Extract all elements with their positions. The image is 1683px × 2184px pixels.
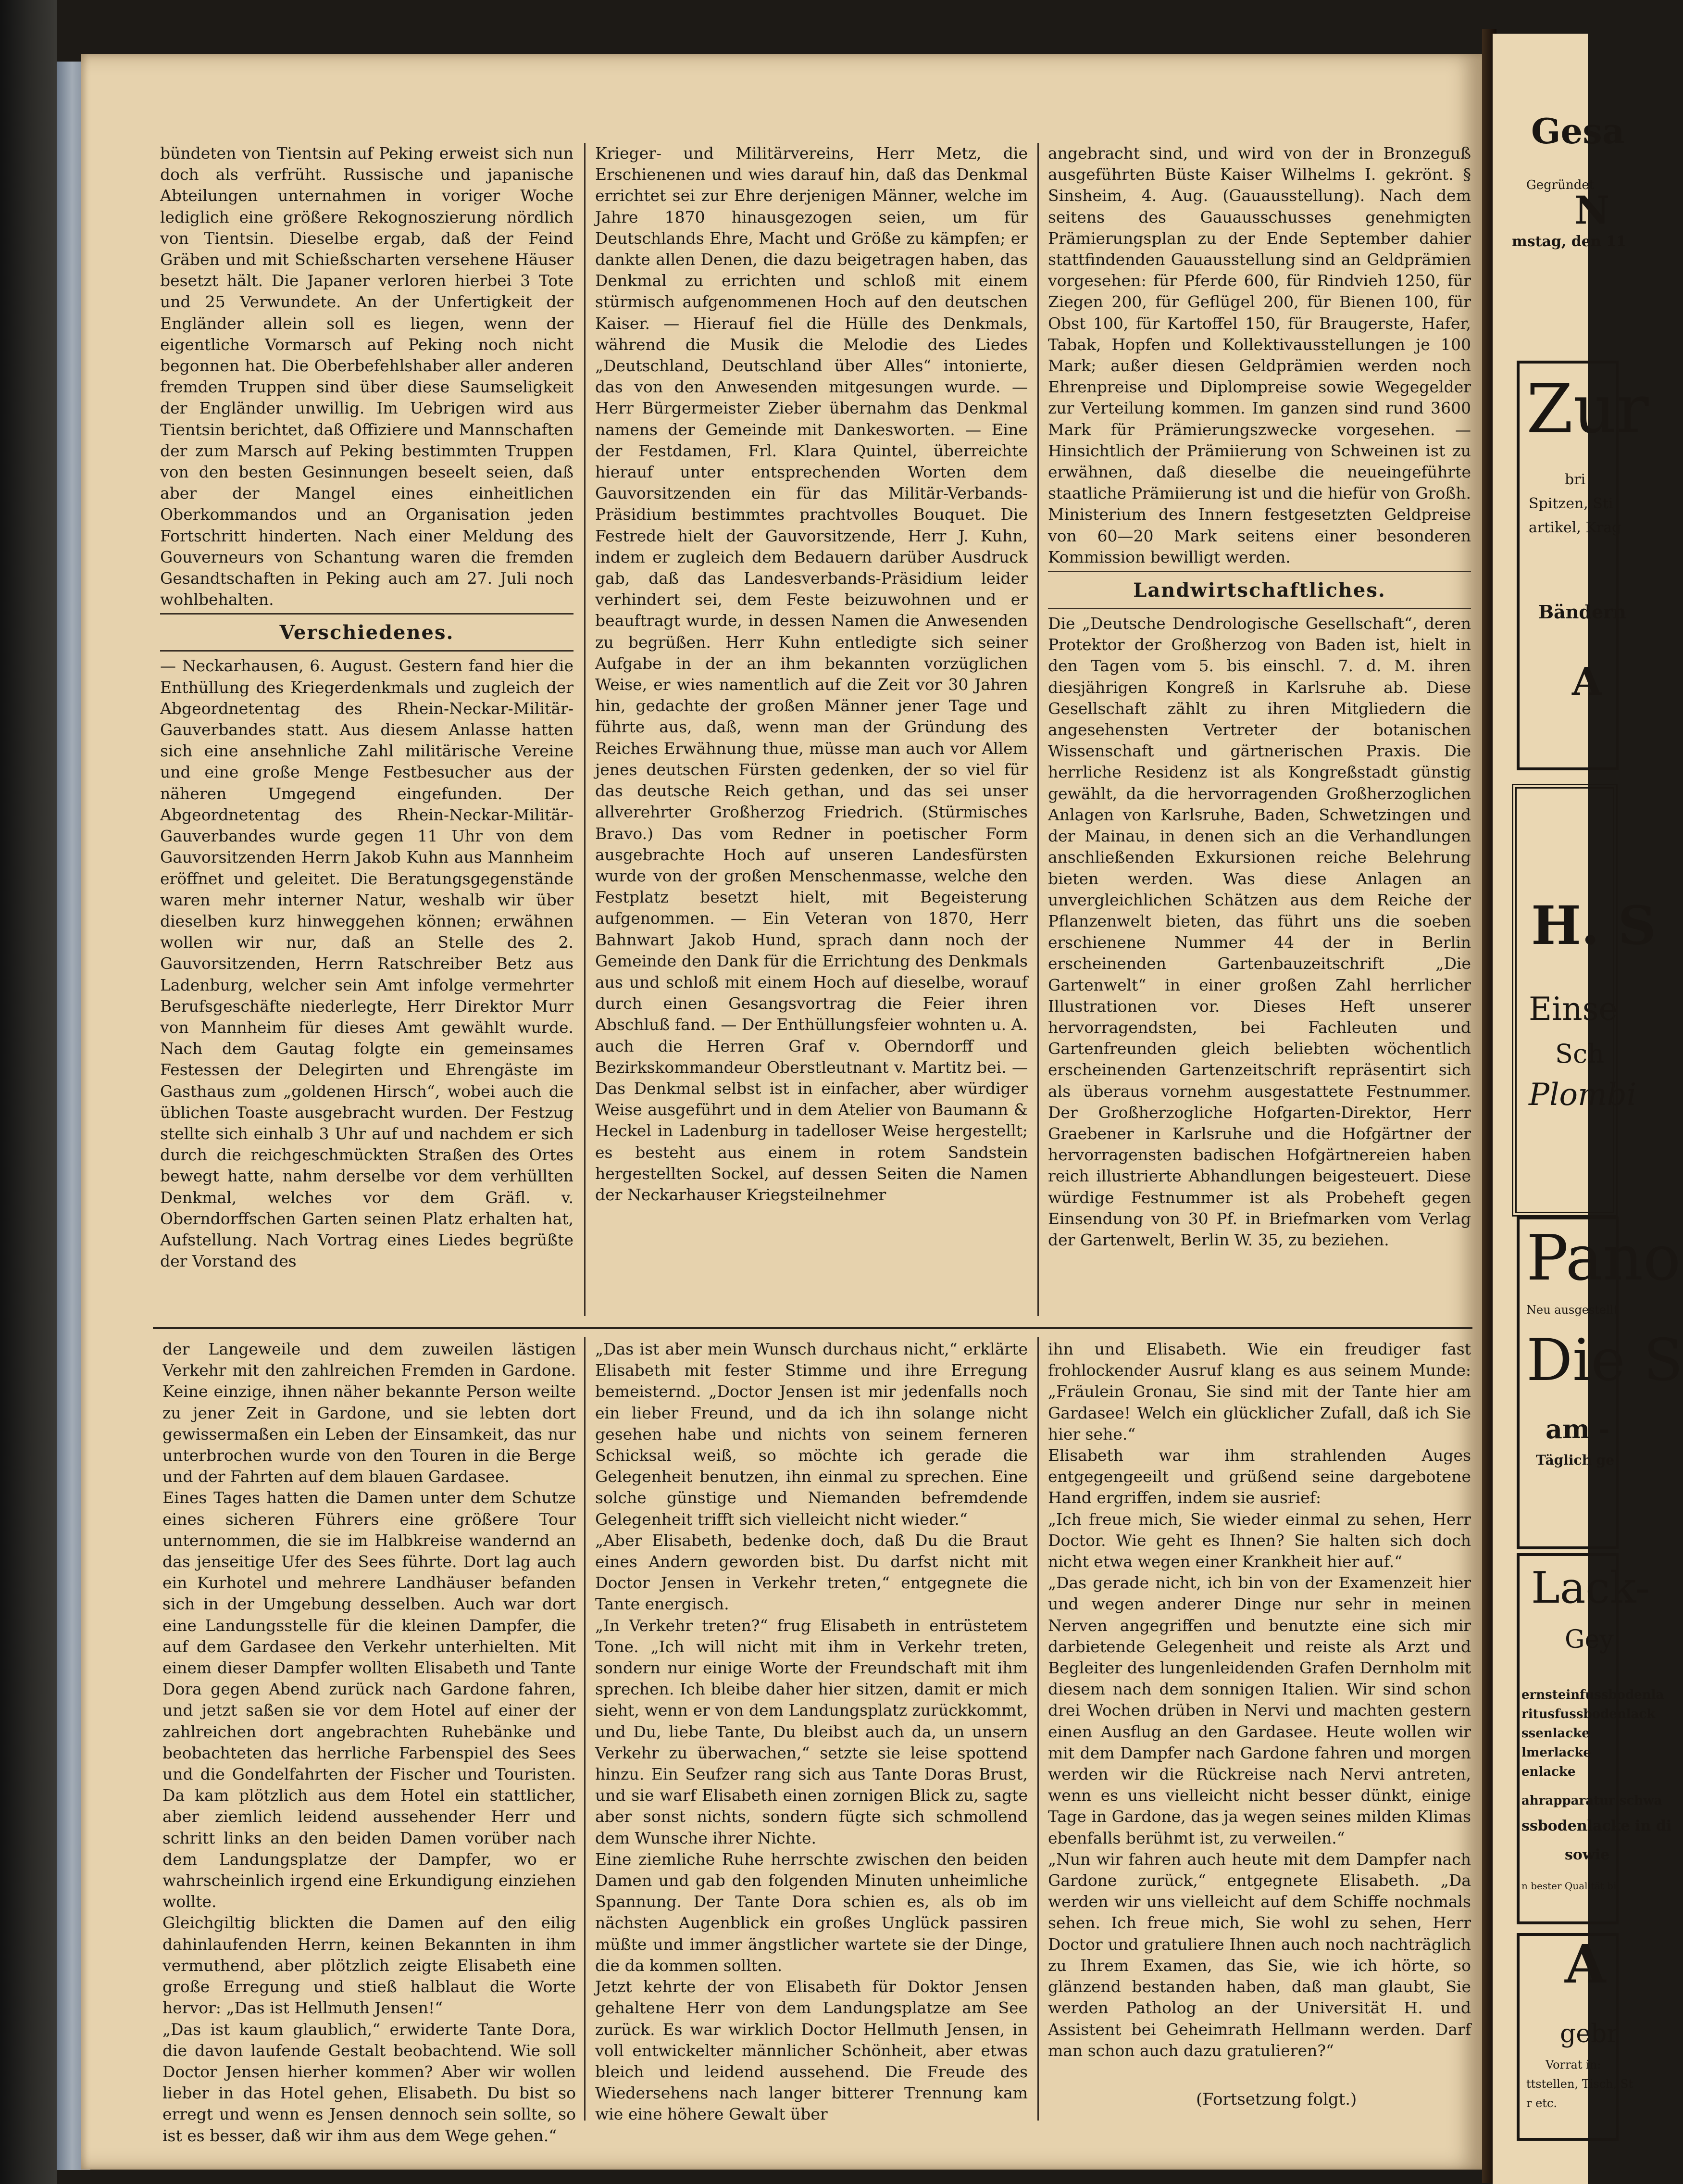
ad4-title: Pano: [1526, 1221, 1681, 1294]
ad2-line: A: [1572, 659, 1602, 704]
ad1-title: Gesa: [1531, 111, 1625, 151]
ad6-line: ttstellen, Tisch, St: [1526, 2077, 1633, 2091]
ad1-line: N: [1574, 188, 1610, 233]
ad2-line: bri: [1565, 471, 1586, 488]
column-rule: [584, 1337, 586, 2121]
ad4-line: am -: [1546, 1414, 1610, 1444]
ad6-line: r etc.: [1526, 2096, 1558, 2110]
feuilleton-divider: [153, 1327, 1472, 1329]
article-tientsin-continued: bündeten von Tientsin auf Peking erweist sich nun doch als verfrüht. Russische und japanische Abteilungen unternahmen in voriger Woche lediglich eine größere Rekognoszierung nördlich von Tientsin. Dieselbe ergab, daß der Feind Gräben und mit Schießscharten versehene Häuser besetzt hält. Die Japaner verloren hierbei 3 Tote und 25 Verwundete. An der Unfertigkeit der Engländer allein soll es liegen, wenn der eigentliche Vormarsch auf Peking noch nicht begonnen hat. Die Oberbefehlshaber aller anderen fremden Truppen sind über diese Saumseligkeit der Engländer unwillig. Im Uebrigen wird aus Tientsin berichtet, daß Offiziere und Mannschaften der zum Marsch auf Peking bestimmten Truppen von den besten Gesinnungen beseelt seien, daß aber der Mangel eines einheitlichen Oberkommandos und an Organisation jeden Fortschritt hinderten. Nach einer Meldung des Gouverneurs von Schantung waren die fremden Gesandtschaften in Peking auch am 27. Juli noch wohlbehalten.: [160, 144, 573, 609]
section-rule: [160, 650, 573, 652]
upper-column-2: [595, 143, 1028, 1316]
ad2-title: Zur: [1526, 370, 1649, 449]
article-neckarhausen: — Neckarhausen, 6. August. Gestern fand hier die Enthüllung des Kriegerdenkmals und zugleich der Abgeordnetentag des Rhein-Neckar-Militär-Gauverbandes statt. Aus diesem Anlasse hatten sich eine ansehnliche Zahl militärische Vereine und eine große Menge Festbesucher aus der näheren Umgegend eingefunden. Der Abgeordnetentag des Rhein-Neckar-Militär-Gauverbandes wurde gegen 11 Uhr von dem Gauvorsitzenden Herrn Jakob Kuhn aus Mannheim eröffnet und geleitet. Die Beratungsgegenstände waren mehr interner Natur, weshalb wir über dieselben kurz hinweggehen können; erwähnen wollen wir nur, daß an Stelle des 2. Gauvorsitzenden, Herrn Ratschreiber Betz aus Ladenburg, welcher sein Amt infolge vermehrter Berufsgeschäfte niederlegte, Herr Direktor Murr von Mannheim für dieses Amt gewählt wurde. Nach dem Gautag folgte ein gemeinsames Festessen der Delegirten und Ehrengäste im Gasthaus zum „goldenen Hirsch“, wobei auch die üblichen Toaste ausgebracht wurden. Der Festzug stellte sich einhalb 3 Uhr auf und nachdem er sich durch die reichgeschmückten Straßen des Ortes bewegt hatte, nahm derselbe vor dem verhüllten Denkmal, welches vor dem Gräfl. v. Oberndorffschen Garten seinen Platz erhalten hat, Aufstellung. Nach Vortrag eines Liedes begrüßte der Vorstand des: [160, 656, 573, 1271]
ad5-footer: n bester Qualität bi: [1521, 1880, 1617, 1892]
ad5-item: ahrapparatur schwa: [1521, 1794, 1662, 1808]
ad6-line: gebr: [1560, 2020, 1619, 2048]
feuilleton-column-2: [595, 1339, 1028, 2124]
story-part-3: ihn und Elisabeth. Wie ein freudiger fast frohlockender Ausruf klang es aus seinem Munde: „Fräulein Gronau, Sie sind mit der Tante hier am Gardasee! Welch ein glücklicher Zufall, daß ich Sie hier sehe.“ Elisabeth war ihm strahlenden Auges entgegengeeilt und grüßend seine dargebotene Hand ergriffen, indem sie ausrief: „Ich freue mich, Sie wieder einmal zu sehen, Herr Doctor. Wie geht es Ihnen? Sie halten sich doch nicht etwa wegen einer Krankheit hier auf.“ „Das gerade nicht, ich bin von der Examenzeit hier und wegen anderer Dinge nur sehr in meinen Nerven angegriffen und benutzte eine sich mir darbietende Gelegenheit und reiste als Arzt und Begleiter des lungenleidenden Grafen Dernholm mit diesem nach dem sonnigen Italien. Wir sind schon drei Wochen drüben in Nervi und machten gestern einen Ausflug an den Gardasee. Heute wollen wir mit dem Dampfer nach Gardone fahren und morgen werden wir die Rückreise nach Nervi antreten, wenn es uns vielleicht nicht besser dünkt, einige Tage in Gardone, das ja wegen seines milden Klimas ebenfalls berühmt ist, zu verweilen.“ „Nun wir fahren auch heute mit dem Dampfer nach Gardone zurück,“ entgegnete Elisabeth. „Da werden wir uns vielleicht auf dem Schiffe nochmals sehen. Ich freue mich, Sie wohl zu sehen, Herr Doctor und gratuliere Ihnen auch noch nachträglich zu Ihrem Examen, das Sie, wie ich hörte, so glänzend bestanden haben, daß man glaubt, Sie werden Patholog an der Universität H. und Assistent bei Geheimrath Hellmann werden. Darf man schon auch dazu gratulieren?“: [1048, 1340, 1471, 2060]
ad1-line: mstag, den 11: [1512, 233, 1626, 250]
ad5-item: ernsteinfussbodenla: [1521, 1688, 1664, 1702]
article-neckarhausen-continued: Krieger- und Militärvereins, Herr Metz, die Erschienenen und wies darauf hin, daß das Denkmal errichtet sei zur Ehre derjenigen Männer, welche im Jahre 1870 hinausgezogen seien, um für Deutschlands Ehre, Macht und Größe zu kämpfen; er dankte allen Denen, die dazu beigetragen haben, das Denkmal zu errichten und schloß mit einem stürmisch aufgenommenen Hoch auf den deutschen Kaiser. — Hierauf fiel die Hülle des Denkmals, während die Musik die Melodie des Liedes „Deutschland, Deutschland über Alles“ intonierte, das von den Anwesenden mitgesungen wurde. — Herr Bürgermeister Zieber übernahm das Denkmal namens der Gemeinde mit Dankesworten. — Eine der Festdamen, Frl. Klara Quintel, überreichte hierauf unter entsprechenden Worten dem Gauvorsitzenden ein für das Militär-Verbands-Präsidium bestimmtes prachtvolles Bouquet. Die Festrede hielt der Gauvorsitzende, Herr J. Kuhn, indem er zugleich dem Bedauern darüber Ausdruck gab, daß das Landesverbands-Präsidium leider verhindert sei, dem Feste beizuwohnen und er beauftragt wurde, in dessen Namen die Anwesenden zu begrüßen. Herr Kuhn entledigte sich seiner Aufgabe in der an ihm bekannten vorzüglichen Weise, er wies namentlich auf die Zeit vor 30 Jahren hin, gedachte der großen Männer jener Tage und führte aus, daß, wenn man der Gründung des Reiches Erwähnung thue, müsse man auch vor Allem jenes deutschen Fürsten gedenken, der so viel für das deutsche Reich gethan, und das sei unser allverehrter Großherzog Friedrich. (Stürmisches Bravo.) Das vom Redner in poetischer Form ausgebrachte Hoch auf unseren Landesfürsten wurde von der großen Menschenmasse, welche den Festplatz besetzt hielt, mit Begeisterung aufgenommen. — Ein Veteran von 1870, Herr Bahnwart Jakob Hund, sprach dann noch der Gemeinde den Dank für die Errichtung des Denkmals aus und schloß mit einem Hoch auf dieselbe, worauf durch einen Gesangsvortrag die Feier ihren Abschluß fand. — Der Enthüllungsfeier wohnten u. A. auch die Herren Graf v. Oberndorff und Bezirkskommandeur Oberstleutnant v. Martitz bei. — Das Denkmal selbst ist in einfacher, aber würdiger Weise ausgeführt und in dem Atelier von Baumann & Heckel in Ladenburg in tadelloser Weise hergestellt; es besteht aus einem in rotem Sandstein hergestellten Sockel, auf dessen Seiten die Namen der Neckarhauser Kriegsteilnehmer: [595, 144, 1028, 1204]
feuilleton-column-3: [1048, 1339, 1471, 2089]
ad5-item: ssenlacke: [1521, 1726, 1590, 1741]
ad2-line: Bändern: [1538, 601, 1626, 623]
ad5-line: Gey: [1565, 1625, 1614, 1654]
book-spine: [0, 0, 57, 2184]
column-rule: [1037, 143, 1039, 1316]
ad1-line: Gegründet: [1526, 178, 1595, 192]
section-rule: [160, 613, 573, 615]
column-rule: [1037, 1337, 1039, 2121]
ad3-line: Sch: [1555, 1039, 1605, 1069]
article-sinsheim: angebracht sind, und wird von der in Bronzeguß ausgeführten Büste Kaiser Wilhelms I. gekrönt. § Sinsheim, 4. Aug. (Gauausstellung). Nach dem seitens des Gauausschusses genehmigten Prämierungsplan zu der Ende September dahier stattfindenden Gauausstellung sind an Geldprämien vorgesehen: für Pferde 600, für Rindvieh 1250, für Ziegen 200, für Geflügel 200, für Bienen 100, für Obst 100, für Kartoffel 150, für Braugerste, Hafer, Tabak, Hopfen und Kollektivausstellungen je 100 Mark; außer diesen Geldprämien werden noch Ehrenpreise und Diplompreise sowie Wegegelder zur Verteilung kommen. Im ganzen sind rund 3600 Mark für Prämierungszwecke vorgesehen. — Hinsichtlich der Prämiierung von Schweinen ist zu erwähnen, daß dieselbe die neueingeführte staatliche Prämiierung ist und die hiefür von Großh. Ministerium des Innern festgesetzten Geldpreise von 60—20 Mark seitens einer besonderen Kommission bewilligt werden.: [1048, 144, 1471, 566]
upper-column-3: [1048, 143, 1471, 1316]
ad5-item: ssbodenlacke in di: [1521, 1818, 1672, 1834]
ad6-title: A: [1565, 1933, 1606, 1995]
newspaper-page: [81, 54, 1482, 2170]
next-page-ads: [1493, 34, 1683, 2184]
ad5-item: ritusfussbodenlack: [1521, 1707, 1656, 1721]
feuilleton-column-1: [162, 1339, 576, 2145]
ad4-line: Täglich ge: [1536, 1452, 1615, 1468]
article-dendrologische-gesellschaft: Die „Deutsche Dendrologische Gesellschaft“, deren Protektor der Großherzog von Baden ist, hielt in den Tagen vom 5. bis einschl. 7. d. M. ihren diesjährigen Kongreß in Karlsruhe ab. Diese Gesellschaft zählt zu ihren Mitgliedern die angesehensten Vertreter der botanischen Wissenschaft und gärtnerischen Praxis. Die herrliche Residenz ist als Kongreßstadt günstig gewählt, da die hervorragenden Großherzoglichen Anlagen von Karlsruhe, Baden, Schwetzingen und der Mainau, in denen sich an die Verhandlungen anschließenden Exkursionen reiche Belehrung bieten werden. Was diese Anlagen an unvergleichlichen Schätzen aus dem Reiche der Pflanzenwelt bieten, das führt uns die soeben erschienene Nummer 44 der in Berlin erscheinenden Gartenbauzeitschrift „Die Gartenwelt“ in einer großen Zahl herrlicher Illustrationen vor. Dieses Heft unserer hervorragendsten, bei Fachleuten und Gartenfreunden gleich beliebten wöchentlich erscheinenden Gartenzeitschrift repräsentirt sich als überaus vornehm ausgestattete Festnummer. Der Großherzogliche Hofgarten-Direktor, Herr Graebener in Karlsruhe und die Hofgärtner der hervorragensten badischen Hofgärtnereien haben reich illustrierte Abhandlungen beigesteuert. Diese würdige Festnummer ist als Probeheft gegen Einsendung von 30 Pf. in Briefmarken vom Verlag der Gartenwelt, Berlin W. 35, zu beziehen.: [1048, 614, 1471, 1249]
column-rule: [584, 143, 586, 1316]
ad5-item: enlacke: [1521, 1765, 1576, 1779]
story-part-1: der Langeweile und dem zuweilen lästigen Verkehr mit den zahlreichen Fremden in Gardone. Keine einzige, ihnen näher bekannte Person weilte zu jener Zeit in Gardone, und sie lebten dort gewissermaßen ein Leben der Einsamkeit, das nur unterbrochen wurde von den Touren in die Berge und der Fahrten auf dem blauen Gardasee. Eines Tages hatten die Damen unter dem Schutze eines sicheren Führers eine größere Tour unternommen, die sie im Halbkreise wandernd an das jenseitige Ufer des Sees führte. Dort lag auch ein Kurhotel und mehrere Landhäuser befanden sich in der Umgebung desselben. Auch war dort eine Landungsstelle für die kleinen Dampfer, die auf dem Gardasee den Verkehr unterhielten. Mit einem dieser Dampfer wollten Elisabeth und Tante Dora gegen Abend zurück nach Gardone fahren, und jetzt saßen sie vor dem Hotel auf einer der zahlreichen dort angebrachten Ruhebänke und beobachteten das herrliche Farbenspiel des Sees und die Gondelfahrten der Fischer und Touristen. Da kam plötzlich aus dem Hotel ein stattlicher, aber ziemlich leidend aussehender Herr und schritt links an den beiden Damen vorüber nach dem Landungsplatze der Dampfer, wo er wahrscheinlich irgend eine Erkundigung einziehen wollte. Gleichgiltig blickten die Damen auf den eilig dahinlaufenden Herrn, keinen Bekannten in ihm vermuthend, aber plötzlich zeigte Elisabeth eine große Erregung und stieß halblaut die Worte hervor: „Das ist Hellmuth Jensen!“ „Das ist kaum glaublich,“ erwiderte Tante Dora, die davon laufende Gestalt beobachtend. Wie soll Doctor Jensen hierher kommen? Aber wir wollen lieber in das Hotel gehen, Elisabeth. Du bist so erregt und wenn es Jensen dennoch sein sollte, so ist es besser, daß wir ihm aus dem Wege gehen.“: [162, 1340, 576, 2145]
ad3-line: Plombi: [1529, 1077, 1637, 1113]
section-rule: [1048, 608, 1471, 609]
ad4-line: Die S: [1526, 1327, 1683, 1394]
ad5-item: lmerlacke: [1521, 1745, 1591, 1760]
ad5-title: Lack-: [1531, 1563, 1650, 1613]
section-rule: [1048, 571, 1471, 572]
ad4-line: Neu ausgestellt: [1526, 1303, 1619, 1317]
ad3-title: H. S: [1531, 894, 1656, 956]
heading-verschiedenes: Verschiedenes.: [279, 621, 454, 644]
ad5-item: sowie: [1565, 1846, 1610, 1863]
ad6-line: Vorrat in:: [1546, 2058, 1601, 2071]
ad3-line: Einse: [1529, 991, 1618, 1028]
continued-note: (Fortsetzung folgt.): [1196, 2090, 1357, 2109]
heading-landwirtschaftliches: Landwirtschaftliches.: [1133, 579, 1386, 602]
ad2-line: Spitzen, Sti: [1529, 495, 1613, 512]
upper-column-1: [160, 143, 573, 1316]
ad2-line: artikel, Krag: [1529, 519, 1621, 536]
story-part-2: „Das ist aber mein Wunsch durchaus nicht,“ erklärte Elisabeth mit fester Stimme und ihre Erregung bemeisternd. „Doctor Jensen ist mir jedenfalls noch ein lieber Freund, und da ich ihn solange nicht gesehen habe und nichts von seinem ferneren Schicksal weiß, so möchte ich gerade die Gelegenheit benutzen, ihn einmal zu sprechen. Eine solche günstige und Niemanden befremdende Gelegenheit trifft sich vielleicht nicht wieder.“ „Aber Elisabeth, bedenke doch, daß Du die Braut eines Andern geworden bist. Du darfst nicht mit Doctor Jensen in Verkehr treten,“ entgegnete die Tante energisch. „In Verkehr treten?“ frug Elisabeth in entrüstetem Tone. „Ich will nicht mit ihm in Verkehr treten, sondern nur einige Worte der Freundschaft mit ihm sprechen. Ich bleibe daher hier sitzen, damit er mich sieht, wenn er von dem Landungsplatz zurückkommt, und Du, liebe Tante, Du bleibst auch da, un unsern Verkehr zu überwachen,“ setzte sie leise spottend hinzu. Ein Seufzer rang sich aus Tante Doras Brust, und sie warf Elisabeth einen zornigen Blick zu, sagte aber sonst nichts, sondern fügte sich schmollend dem Wunsche ihrer Nichte. Eine ziemliche Ruhe herrschte zwischen den beiden Damen und gab den folgenden Minuten unheimliche Spannung. Der Tante Dora schien es, als ob im nächsten Augenblick ein großes Unglück passiren müßte und immer ängstlicher wartete sie der Dinge, die da kommen sollten. Jetzt kehrte der von Elisabeth für Doktor Jensen gehaltene Herr von dem Landungsplatze am See zurück. Es war wirklich Doctor Hellmuth Jensen, in voll entwickelter männlicher Schönheit, aber etwas bleich und leidend aussehend. Die Freude des Wiedersehens nach langer bitterer Trennung kam wie eine höhere Gewalt über: [595, 1340, 1028, 2124]
